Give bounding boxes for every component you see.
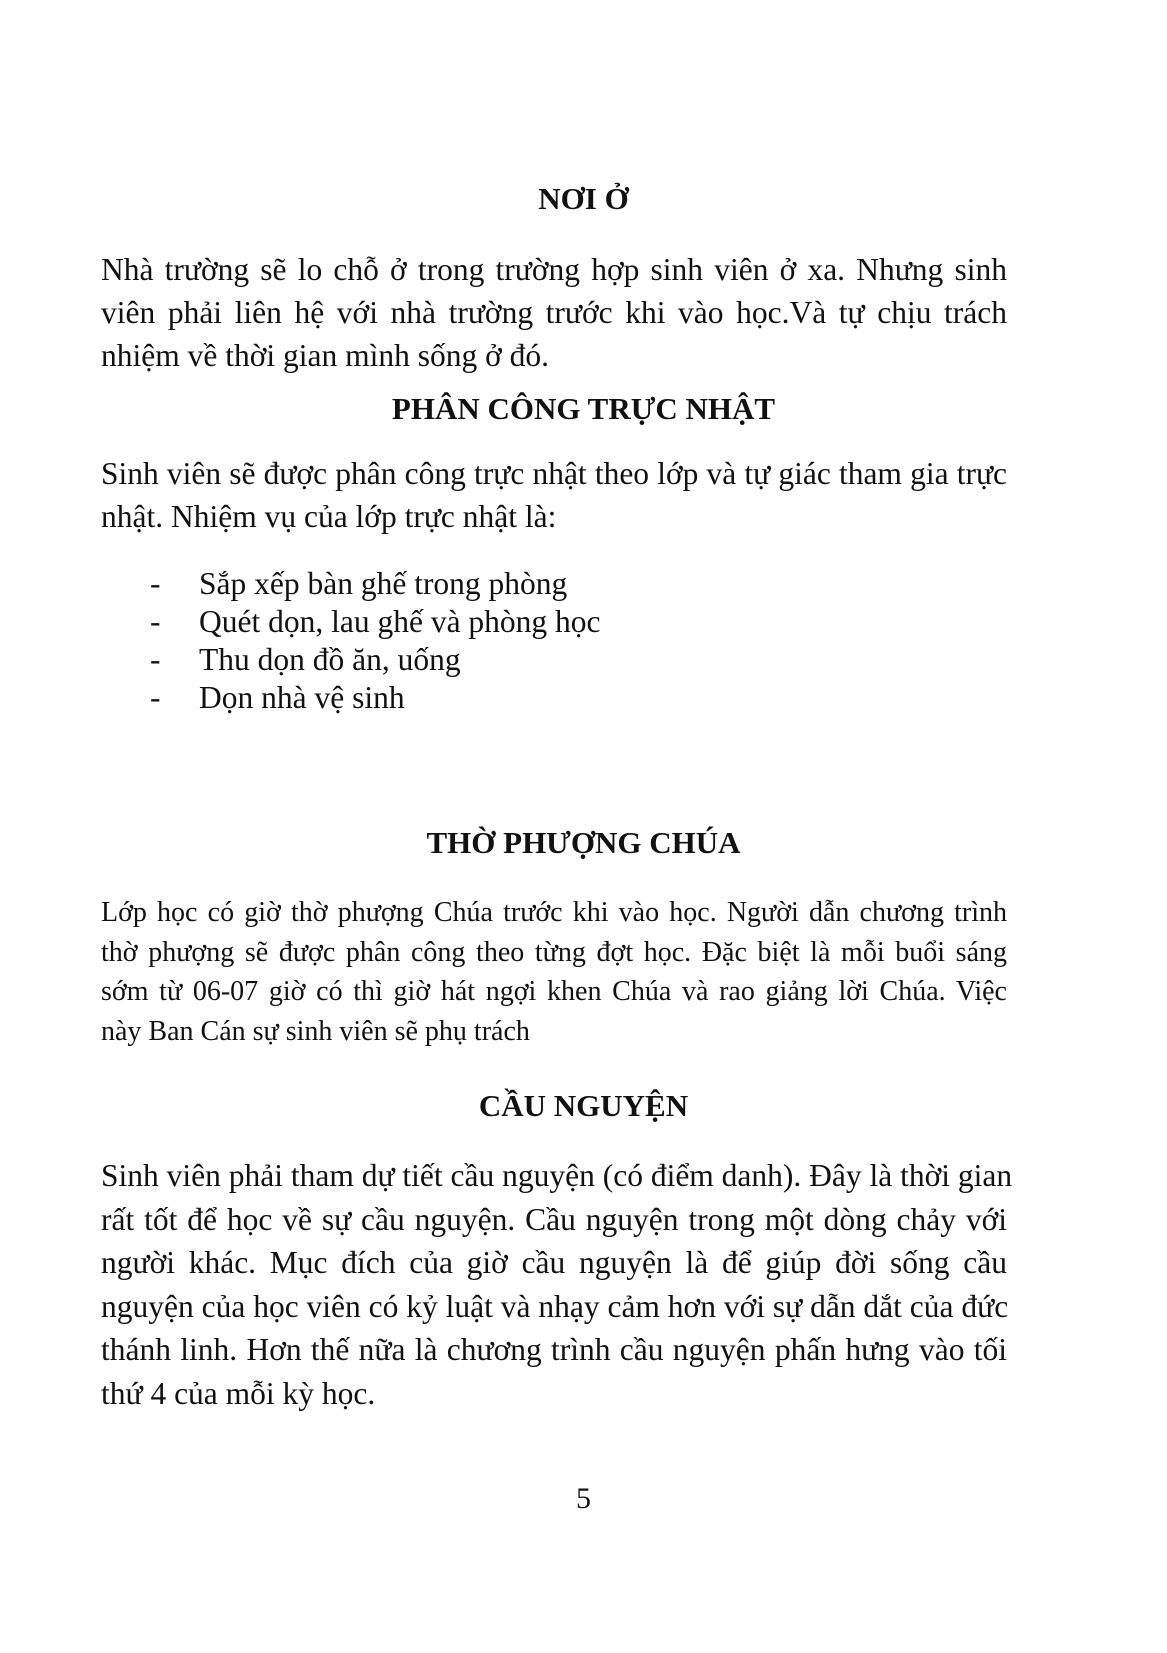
paragraph-line: sớm từ 06-07 giờ có thì giờ hát ngợi khen Chúa và rao giảng lời Chúa. Việc	[101, 976, 1007, 1007]
prayer-paragraph	[101, 1154, 1013, 1415]
worship-paragraph	[101, 893, 1007, 1051]
paragraph-line: thờ phượng sẽ được phân công theo từng đợt học. Đặc biệt là mỗi buổi sáng	[101, 936, 1007, 968]
paragraph-line: Nhà trường sẽ lo chỗ ở trong trường hợp sinh viên ở xa. Nhưng sinh	[101, 252, 1007, 287]
paragraph-line: viên phải liên hệ với nhà trường trước khi vào học.Và tự chịu trách	[101, 295, 1007, 330]
list-item-text: Quét dọn, lau ghế và phòng học	[199, 604, 601, 639]
list-item	[0, 679, 1167, 717]
list-item-text: Sắp xếp bàn ghế trong phòng	[199, 566, 568, 601]
section-heading-prayer: CẦU NGUYỆN	[478, 1088, 689, 1123]
paragraph-line: Lớp học có giờ thờ phượng Chúa trước khi vào học. Người dẫn chương trình	[101, 897, 1007, 928]
list-item-text: Thu dọn đồ ăn, uống	[199, 642, 461, 677]
paragraph-line: người khác. Mục đích của giờ cầu nguyện là để giúp đời sống cầu	[101, 1245, 1007, 1280]
list-item-text: Dọn nhà vệ sinh	[199, 680, 405, 715]
section-heading-duty-assignment: PHÂN CÔNG TRỰC NHẬT	[391, 391, 776, 426]
paragraph-line: này Ban Cán sự sinh viên sẽ phụ trách	[101, 1015, 530, 1047]
list-item	[0, 565, 1167, 603]
page-number: 5	[576, 1482, 591, 1515]
paragraph-line: nhiệm về thời gian mình sống ở đó.	[101, 338, 550, 373]
list-item	[0, 603, 1167, 641]
bullet-dash: -	[150, 566, 161, 601]
duty-task-list	[0, 565, 1167, 717]
list-item	[0, 641, 1167, 679]
section-heading-worship: THỜ PHƯỢNG CHÚA	[426, 825, 741, 860]
paragraph-line: rất tốt để học về sự cầu nguyện. Cầu nguyện trong một dòng chảy với	[101, 1201, 1007, 1237]
paragraph-line: thứ 4 của mỗi kỳ học.	[101, 1375, 376, 1411]
section-heading-accommodation: NƠI Ở	[538, 181, 629, 216]
duty-paragraph	[101, 452, 1007, 538]
paragraph-line: nguyện của học viên có kỷ luật và nhạy cảm hơn với sự dẫn dắt của đức	[101, 1288, 1009, 1324]
bullet-dash: -	[150, 680, 161, 715]
paragraph-line: Sinh viên phải tham dự tiết cầu nguyện (có điểm danh). Đây là thời gian	[101, 1158, 1013, 1193]
bullet-dash: -	[150, 604, 161, 639]
paragraph-line: nhật. Nhiệm vụ của lớp trực nhật là:	[101, 499, 557, 534]
bullet-dash: -	[150, 642, 161, 677]
paragraph-line: thánh linh. Hơn thế nữa là chương trình cầu nguyện phấn hưng vào tối	[101, 1332, 1007, 1367]
accommodation-paragraph	[101, 248, 1007, 377]
paragraph-line: Sinh viên sẽ được phân công trực nhật theo lớp và tự giác tham gia trực	[101, 456, 1007, 491]
